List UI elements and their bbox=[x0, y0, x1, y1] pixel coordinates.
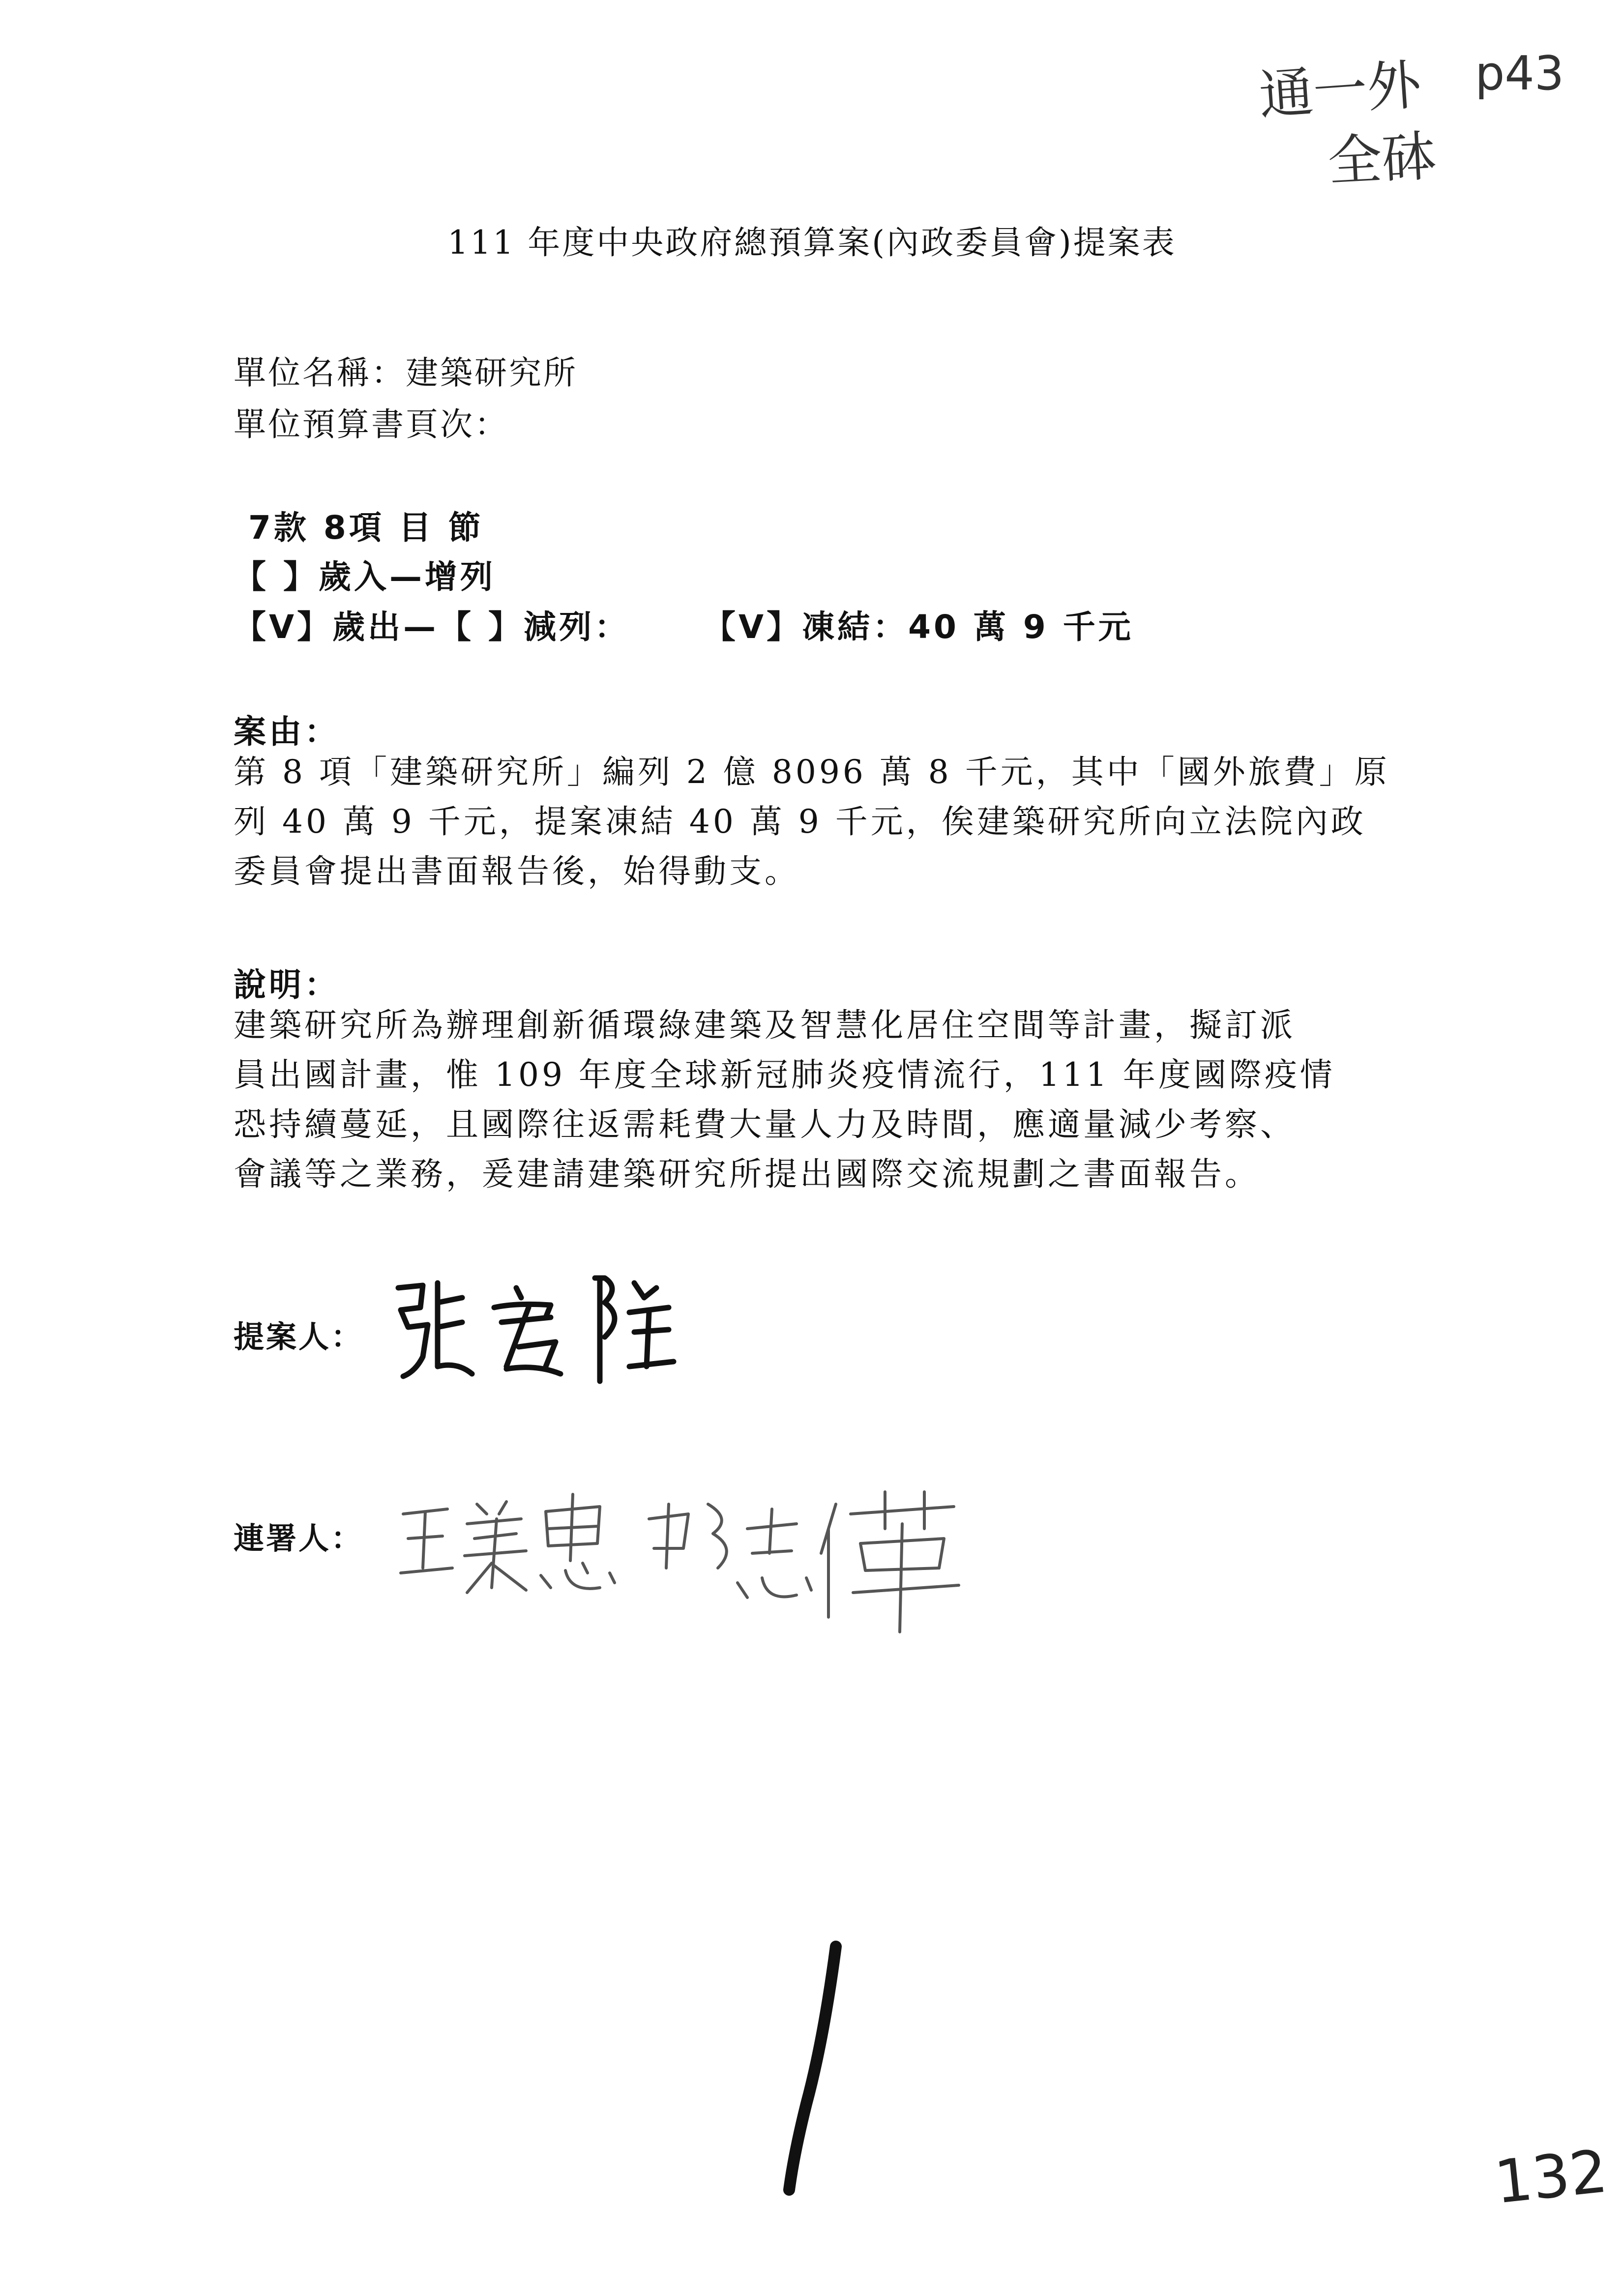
document-title: 111 年度中央政府總預算案(內政委員會)提案表 bbox=[447, 224, 1177, 262]
page-number-handwritten: 132 bbox=[1491, 2137, 1611, 2217]
proposer-label: 提案人： bbox=[234, 1319, 364, 1355]
proposer-signature bbox=[388, 1268, 683, 1396]
unit-name-label: 單位名稱： bbox=[234, 354, 406, 392]
unit-name-row bbox=[234, 347, 578, 393]
reason-line: 第 8 項「建築研究所」編列 2 億 8096 萬 8 千元，其中「國外旅費」原 bbox=[234, 753, 1390, 791]
income-line: 【 】歲入—增列 bbox=[234, 558, 496, 596]
explanation-line: 員出國計畫，惟 109 年度全球新冠肺炎疫情流行，111 年度國際疫情 bbox=[234, 1056, 1335, 1094]
reason-heading: 案由： bbox=[234, 713, 340, 751]
handwritten-note: 通一外 bbox=[1257, 53, 1423, 127]
expense-line-b: 【V】凍結：40 萬 9 千元 bbox=[703, 608, 1134, 646]
explanation-line: 建築研究所為辦理創新循環綠建築及智慧化居住空間等計畫，擬訂派 bbox=[234, 1006, 1296, 1044]
reason-paragraph bbox=[234, 747, 1414, 896]
budget-page-label: 單位預算書頁次： bbox=[234, 406, 509, 443]
pen-stroke-mark bbox=[777, 1942, 846, 2197]
section-line: 7款 8項 目 節 bbox=[248, 509, 484, 547]
reason-line: 列 40 萬 9 千元，提案凍結 40 萬 9 千元，俟建築研究所向立法院內政 bbox=[234, 803, 1366, 841]
explanation-heading: 說明： bbox=[234, 966, 340, 1004]
expense-line-a: 【V】歲出—【 】減列： bbox=[234, 608, 630, 646]
page-reference: p43 bbox=[1475, 47, 1565, 101]
explanation-line: 會議等之業務，爰建請建築研究所提出國際交流規劃之書面報告。 bbox=[234, 1155, 1260, 1193]
explanation-paragraph bbox=[234, 1000, 1414, 1199]
cosigner-signatures bbox=[393, 1475, 1033, 1637]
unit-name-value: 建築研究所 bbox=[406, 354, 578, 392]
reason-line: 委員會提出書面報告後，始得動支。 bbox=[234, 852, 800, 890]
budget-page-row bbox=[234, 398, 509, 445]
cosigner-label: 連署人： bbox=[234, 1520, 364, 1556]
handwritten-note-2: 全砵 bbox=[1326, 124, 1438, 193]
explanation-line: 恐持續蔓延，且國際往返需耗費大量人力及時間，應適量減少考察、 bbox=[234, 1105, 1296, 1143]
